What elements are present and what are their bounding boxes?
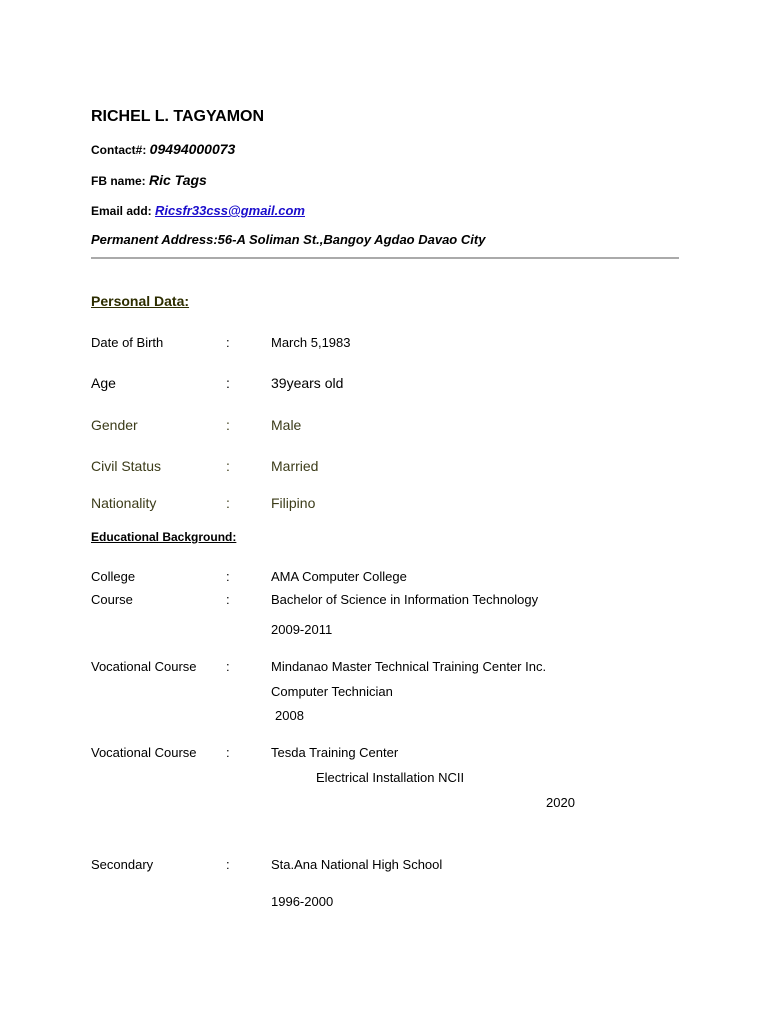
dob-label: Date of Birth bbox=[91, 335, 164, 350]
secondary-years: 1996-2000 bbox=[271, 894, 334, 909]
nationality-label: Nationality bbox=[91, 495, 157, 511]
personal-data-heading: Personal Data: bbox=[91, 293, 190, 309]
vocational-1-year: 2008 bbox=[275, 708, 304, 723]
nationality-value: Filipino bbox=[271, 495, 316, 511]
email-link[interactable]: Ricsfr33css@gmail.com bbox=[155, 203, 305, 218]
age-value: 39years old bbox=[271, 375, 344, 391]
gender-value: Male bbox=[271, 417, 302, 433]
vocational-2-label: Vocational Course bbox=[91, 745, 197, 760]
email-line bbox=[91, 202, 305, 220]
vocational-1-colon: : bbox=[226, 659, 230, 674]
gender-colon: : bbox=[226, 417, 230, 433]
vocational-2-year: 2020 bbox=[546, 795, 575, 810]
fb-label: FB name: bbox=[91, 174, 150, 188]
course-label: Course bbox=[91, 592, 133, 607]
fb-line bbox=[91, 172, 207, 190]
contact-number: 09494000073 bbox=[149, 141, 236, 157]
college-label: College bbox=[91, 569, 136, 584]
vocational-2-school: Tesda Training Center bbox=[271, 745, 399, 760]
applicant-name: RICHEL L. TAGYAMON bbox=[91, 108, 265, 125]
age-colon: : bbox=[226, 375, 230, 391]
course-colon: : bbox=[226, 592, 230, 607]
dob-colon: : bbox=[226, 335, 230, 350]
course-value: Bachelor of Science in Information Technology bbox=[271, 592, 539, 607]
civil-status-colon: : bbox=[226, 458, 230, 474]
contact-line bbox=[91, 141, 235, 159]
education-heading: Educational Background: bbox=[91, 530, 237, 544]
college-value: AMA Computer College bbox=[271, 569, 407, 584]
email-label: Email add: bbox=[91, 204, 156, 218]
vocational-2-colon: : bbox=[226, 745, 230, 760]
college-colon: : bbox=[226, 569, 230, 584]
civil-status-label: Civil Status bbox=[91, 458, 162, 474]
secondary-school: Sta.Ana National High School bbox=[271, 857, 443, 872]
college-years: 2009-2011 bbox=[271, 622, 333, 637]
contact-label: Contact#: bbox=[91, 143, 150, 157]
civil-status-value: Married bbox=[271, 458, 319, 474]
vocational-1-school: Mindanao Master Technical Training Center Inc. bbox=[271, 659, 547, 674]
secondary-label: Secondary bbox=[91, 857, 154, 872]
vocational-1-label: Vocational Course bbox=[91, 659, 197, 674]
fb-name: Ric Tags bbox=[149, 172, 207, 188]
vocational-2-course: Electrical Installation NCII bbox=[316, 770, 465, 785]
permanent-address: Permanent Address:56-A Soliman St.,Bangoy Agdao Davao City bbox=[91, 232, 486, 247]
dob-value: March 5,1983 bbox=[271, 335, 351, 350]
gender-label: Gender bbox=[91, 417, 138, 433]
age-label: Age bbox=[91, 375, 116, 391]
header-divider bbox=[91, 257, 679, 259]
vocational-1-course: Computer Technician bbox=[271, 684, 393, 699]
secondary-colon: : bbox=[226, 857, 230, 872]
nationality-colon: : bbox=[226, 495, 230, 511]
